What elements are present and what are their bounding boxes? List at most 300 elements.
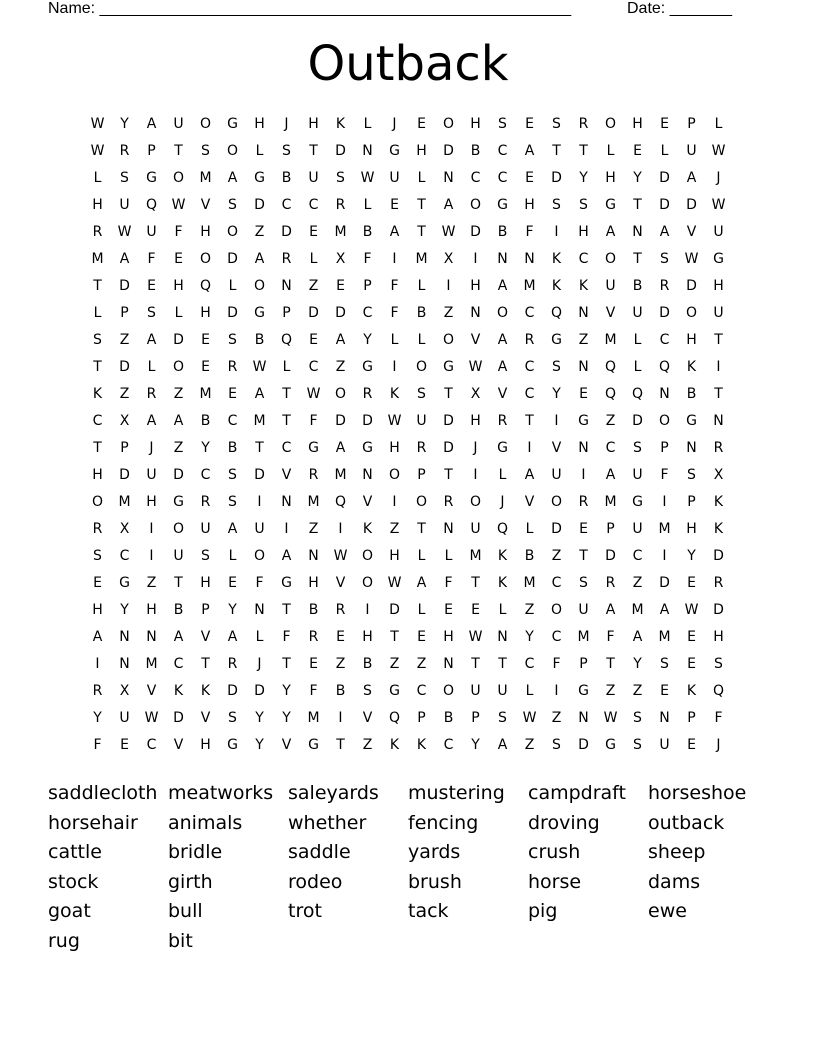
grid-letter[interactable]: O <box>604 251 617 267</box>
grid-letter[interactable]: K <box>389 386 400 402</box>
grid-letter[interactable]: I <box>473 467 478 483</box>
grid-letter[interactable]: W <box>333 548 348 564</box>
grid-letter[interactable]: Q <box>631 386 644 402</box>
grid-letter[interactable]: H <box>146 494 157 510</box>
grid-letter[interactable]: D <box>443 413 454 429</box>
grid-letter[interactable]: O <box>442 332 455 348</box>
grid-letter[interactable]: U <box>173 116 184 132</box>
grid-letter[interactable]: T <box>444 386 453 402</box>
grid-letter[interactable]: I <box>338 710 343 726</box>
grid-letter[interactable]: A <box>659 602 670 618</box>
grid-letter[interactable]: C <box>92 413 103 429</box>
grid-letter[interactable]: K <box>551 278 562 294</box>
grid-letter[interactable]: S <box>228 710 237 726</box>
grid-letter[interactable]: L <box>633 332 642 348</box>
grid-letter[interactable]: M <box>334 467 347 483</box>
grid-letter[interactable]: G <box>308 440 319 456</box>
grid-letter[interactable]: F <box>444 575 453 591</box>
grid-letter[interactable]: P <box>417 710 426 726</box>
grid-letter[interactable]: S <box>201 548 210 564</box>
grid-letter[interactable]: X <box>119 521 130 537</box>
grid-letter[interactable]: D <box>659 575 670 591</box>
grid-letter[interactable]: S <box>498 116 507 132</box>
grid-letter[interactable]: I <box>554 683 559 699</box>
grid-letter[interactable]: L <box>417 170 426 186</box>
grid-letter[interactable]: V <box>362 710 373 726</box>
grid-letter[interactable]: R <box>119 143 130 159</box>
grid-letter[interactable]: L <box>228 278 237 294</box>
grid-letter[interactable]: D <box>659 170 670 186</box>
grid-letter[interactable]: L <box>93 305 102 321</box>
grid-letter[interactable]: U <box>632 521 643 537</box>
grid-letter[interactable]: Z <box>524 737 535 753</box>
grid-letter[interactable]: C <box>578 251 589 267</box>
grid-letter[interactable]: J <box>716 170 721 186</box>
grid-letter[interactable]: G <box>227 737 238 753</box>
grid-letter[interactable]: A <box>497 737 508 753</box>
grid-letter[interactable]: F <box>606 629 615 645</box>
grid-letter[interactable]: A <box>632 629 643 645</box>
grid-letter[interactable]: N <box>119 656 130 672</box>
grid-letter[interactable]: M <box>415 251 428 267</box>
grid-letter[interactable]: L <box>363 197 372 213</box>
grid-letter[interactable]: X <box>119 683 130 699</box>
grid-letter[interactable]: K <box>497 575 508 591</box>
grid-letter[interactable]: V <box>362 494 373 510</box>
grid-letter[interactable]: U <box>416 413 427 429</box>
grid-letter[interactable]: Y <box>633 656 642 672</box>
grid-letter[interactable]: Z <box>416 656 427 672</box>
grid-letter[interactable]: Y <box>282 710 291 726</box>
grid-letter[interactable]: F <box>255 575 264 591</box>
grid-letter[interactable]: D <box>254 467 265 483</box>
grid-letter[interactable]: G <box>632 494 643 510</box>
grid-letter[interactable]: A <box>119 251 130 267</box>
grid-letter[interactable]: R <box>308 467 319 483</box>
grid-letter[interactable]: Z <box>308 278 319 294</box>
grid-letter[interactable]: S <box>336 170 345 186</box>
grid-letter[interactable]: L <box>255 143 264 159</box>
grid-letter[interactable]: Z <box>173 440 184 456</box>
grid-letter[interactable]: T <box>255 440 264 456</box>
grid-letter[interactable]: C <box>524 305 535 321</box>
grid-letter[interactable]: Z <box>173 386 184 402</box>
grid-letter[interactable]: T <box>417 224 426 240</box>
grid-letter[interactable]: W <box>603 710 618 726</box>
grid-letter[interactable]: X <box>713 467 724 483</box>
grid-letter[interactable]: K <box>686 683 697 699</box>
grid-letter[interactable]: F <box>309 683 318 699</box>
grid-letter[interactable]: R <box>92 683 103 699</box>
grid-letter[interactable]: E <box>201 332 210 348</box>
grid-letter[interactable]: R <box>281 251 292 267</box>
grid-letter[interactable]: P <box>417 467 426 483</box>
grid-letter[interactable]: Q <box>334 494 347 510</box>
grid-letter[interactable]: F <box>309 413 318 429</box>
grid-letter[interactable]: Y <box>120 116 129 132</box>
grid-letter[interactable]: T <box>471 656 480 672</box>
grid-letter[interactable]: C <box>470 170 481 186</box>
grid-letter[interactable]: E <box>525 170 534 186</box>
grid-letter[interactable]: G <box>362 359 373 375</box>
grid-letter[interactable]: W <box>306 386 321 402</box>
grid-letter[interactable]: E <box>687 656 696 672</box>
grid-letter[interactable]: O <box>415 494 428 510</box>
grid-letter[interactable]: L <box>606 143 615 159</box>
grid-letter[interactable]: K <box>173 683 184 699</box>
grid-letter[interactable]: C <box>605 440 616 456</box>
grid-letter[interactable]: T <box>174 575 183 591</box>
grid-letter[interactable]: E <box>687 737 696 753</box>
grid-letter[interactable]: E <box>444 602 453 618</box>
grid-letter[interactable]: S <box>363 683 372 699</box>
grid-letter[interactable]: S <box>282 143 291 159</box>
grid-letter[interactable]: H <box>470 116 481 132</box>
grid-letter[interactable]: D <box>173 710 184 726</box>
grid-letter[interactable]: H <box>686 332 697 348</box>
grid-letter[interactable]: P <box>201 602 210 618</box>
grid-letter[interactable]: E <box>309 332 318 348</box>
grid-letter[interactable]: N <box>713 413 724 429</box>
grid-letter[interactable]: S <box>120 170 129 186</box>
grid-letter[interactable]: T <box>93 359 102 375</box>
grid-letter[interactable]: G <box>254 305 265 321</box>
grid-letter[interactable]: L <box>255 629 264 645</box>
grid-letter[interactable]: Z <box>551 548 562 564</box>
grid-letter[interactable]: A <box>605 602 616 618</box>
grid-letter[interactable]: H <box>632 116 643 132</box>
grid-letter[interactable]: Z <box>605 413 616 429</box>
grid-letter[interactable]: X <box>335 251 346 267</box>
grid-letter[interactable]: S <box>228 494 237 510</box>
grid-letter[interactable]: G <box>308 737 319 753</box>
grid-letter[interactable]: J <box>716 737 721 753</box>
grid-letter[interactable]: O <box>172 359 185 375</box>
grid-letter[interactable]: O <box>91 494 104 510</box>
grid-letter[interactable]: J <box>257 656 262 672</box>
grid-letter[interactable]: A <box>524 467 535 483</box>
grid-letter[interactable]: D <box>659 197 670 213</box>
grid-letter[interactable]: Z <box>578 332 589 348</box>
grid-letter[interactable]: T <box>471 575 480 591</box>
grid-letter[interactable]: R <box>308 629 319 645</box>
grid-letter[interactable]: D <box>227 683 238 699</box>
grid-letter[interactable]: L <box>174 305 183 321</box>
grid-letter[interactable]: L <box>228 548 237 564</box>
grid-letter[interactable]: C <box>443 737 454 753</box>
grid-letter[interactable]: D <box>632 413 643 429</box>
grid-letter[interactable]: W <box>360 170 375 186</box>
grid-letter[interactable]: L <box>309 251 318 267</box>
grid-letter[interactable]: I <box>257 494 262 510</box>
grid-letter[interactable]: Y <box>552 386 561 402</box>
grid-letter[interactable]: Y <box>120 602 129 618</box>
grid-letter[interactable]: N <box>686 440 697 456</box>
grid-letter[interactable]: H <box>389 548 400 564</box>
grid-letter[interactable]: B <box>362 656 373 672</box>
grid-letter[interactable]: D <box>578 737 589 753</box>
grid-letter[interactable]: M <box>91 251 104 267</box>
grid-letter[interactable]: T <box>336 737 345 753</box>
grid-letter[interactable]: R <box>200 494 211 510</box>
grid-letter[interactable]: W <box>711 143 726 159</box>
grid-letter[interactable]: G <box>227 116 238 132</box>
grid-letter[interactable]: G <box>578 413 589 429</box>
grid-letter[interactable]: I <box>338 521 343 537</box>
grid-letter[interactable]: F <box>660 467 669 483</box>
grid-letter[interactable]: U <box>686 143 697 159</box>
grid-letter[interactable]: D <box>119 278 130 294</box>
grid-letter[interactable]: N <box>578 710 589 726</box>
grid-letter[interactable]: N <box>119 629 130 645</box>
grid-letter[interactable]: B <box>308 602 319 618</box>
grid-letter[interactable]: C <box>227 413 238 429</box>
grid-letter[interactable]: T <box>282 413 291 429</box>
grid-letter[interactable]: G <box>686 413 697 429</box>
grid-letter[interactable]: L <box>417 278 426 294</box>
grid-letter[interactable]: I <box>392 359 397 375</box>
grid-letter[interactable]: U <box>119 197 130 213</box>
grid-letter[interactable]: R <box>713 440 724 456</box>
grid-letter[interactable]: Z <box>524 602 535 618</box>
grid-letter[interactable]: D <box>227 251 238 267</box>
grid-letter[interactable]: A <box>281 548 292 564</box>
grid-letter[interactable]: U <box>551 467 562 483</box>
grid-letter[interactable]: H <box>92 602 103 618</box>
grid-letter[interactable]: A <box>497 278 508 294</box>
grid-letter[interactable]: Z <box>308 521 319 537</box>
grid-letter[interactable]: A <box>389 224 400 240</box>
grid-letter[interactable]: W <box>90 116 105 132</box>
grid-letter[interactable]: F <box>714 710 723 726</box>
grid-letter[interactable]: M <box>199 170 212 186</box>
grid-letter[interactable]: B <box>470 143 481 159</box>
grid-letter[interactable]: Z <box>632 575 643 591</box>
grid-letter[interactable]: A <box>146 332 157 348</box>
grid-letter[interactable]: E <box>93 575 102 591</box>
grid-letter[interactable]: F <box>93 737 102 753</box>
grid-letter[interactable]: D <box>713 548 724 564</box>
grid-letter[interactable]: O <box>550 602 563 618</box>
grid-letter[interactable]: Q <box>496 521 509 537</box>
grid-letter[interactable]: Q <box>604 386 617 402</box>
grid-letter[interactable]: C <box>281 440 292 456</box>
grid-letter[interactable]: O <box>469 494 482 510</box>
grid-letter[interactable]: D <box>713 602 724 618</box>
grid-letter[interactable]: E <box>390 197 399 213</box>
grid-letter[interactable]: B <box>416 305 427 321</box>
grid-letter[interactable]: O <box>253 278 266 294</box>
grid-letter[interactable]: E <box>309 224 318 240</box>
grid-letter[interactable]: H <box>308 116 319 132</box>
grid-letter[interactable]: D <box>335 305 346 321</box>
grid-letter[interactable]: U <box>578 602 589 618</box>
grid-letter[interactable]: D <box>551 521 562 537</box>
grid-letter[interactable]: R <box>362 386 373 402</box>
grid-letter[interactable]: A <box>605 467 616 483</box>
grid-letter[interactable]: O <box>496 305 509 321</box>
grid-letter[interactable]: O <box>388 467 401 483</box>
grid-letter[interactable]: G <box>443 359 454 375</box>
grid-letter[interactable]: N <box>443 521 454 537</box>
grid-letter[interactable]: W <box>441 224 456 240</box>
grid-letter[interactable]: C <box>659 332 670 348</box>
grid-letter[interactable]: C <box>551 575 562 591</box>
grid-letter[interactable]: G <box>551 332 562 348</box>
grid-letter[interactable]: H <box>200 575 211 591</box>
grid-letter[interactable]: H <box>200 305 211 321</box>
grid-letter[interactable]: G <box>497 197 508 213</box>
grid-letter[interactable]: E <box>579 521 588 537</box>
grid-letter[interactable]: U <box>497 683 508 699</box>
grid-letter[interactable]: Q <box>199 278 212 294</box>
grid-letter[interactable]: O <box>226 224 239 240</box>
grid-letter[interactable]: W <box>117 224 132 240</box>
grid-letter[interactable]: O <box>685 305 698 321</box>
grid-letter[interactable]: H <box>200 224 211 240</box>
grid-letter[interactable]: W <box>90 143 105 159</box>
grid-letter[interactable]: T <box>282 602 291 618</box>
grid-letter[interactable]: H <box>146 602 157 618</box>
grid-letter[interactable]: S <box>498 710 507 726</box>
grid-letter[interactable]: D <box>335 413 346 429</box>
grid-letter[interactable]: B <box>443 710 454 726</box>
grid-letter[interactable]: U <box>308 170 319 186</box>
grid-letter[interactable]: T <box>633 197 642 213</box>
grid-letter[interactable]: K <box>200 683 211 699</box>
grid-letter[interactable]: O <box>550 494 563 510</box>
grid-letter[interactable]: M <box>523 278 536 294</box>
grid-letter[interactable]: X <box>119 413 130 429</box>
grid-letter[interactable]: L <box>363 116 372 132</box>
grid-letter[interactable]: H <box>92 467 103 483</box>
grid-letter[interactable]: L <box>498 467 507 483</box>
grid-letter[interactable]: Y <box>93 710 102 726</box>
grid-letter[interactable]: M <box>658 521 671 537</box>
grid-letter[interactable]: D <box>443 440 454 456</box>
grid-letter[interactable]: S <box>93 332 102 348</box>
grid-letter[interactable]: Z <box>443 305 454 321</box>
grid-letter[interactable]: F <box>147 251 156 267</box>
grid-letter[interactable]: U <box>200 521 211 537</box>
grid-letter[interactable]: T <box>174 143 183 159</box>
grid-letter[interactable]: W <box>684 251 699 267</box>
grid-letter[interactable]: J <box>473 440 478 456</box>
grid-letter[interactable]: H <box>362 629 373 645</box>
grid-letter[interactable]: I <box>527 440 532 456</box>
grid-letter[interactable]: V <box>281 737 292 753</box>
grid-letter[interactable]: R <box>335 197 346 213</box>
grid-letter[interactable]: L <box>525 521 534 537</box>
grid-letter[interactable]: U <box>146 224 157 240</box>
grid-letter[interactable]: A <box>173 413 184 429</box>
grid-letter[interactable]: M <box>604 494 617 510</box>
grid-letter[interactable]: H <box>308 575 319 591</box>
grid-letter[interactable]: T <box>498 656 507 672</box>
grid-letter[interactable]: L <box>390 332 399 348</box>
grid-letter[interactable]: N <box>308 548 319 564</box>
grid-letter[interactable]: C <box>281 197 292 213</box>
grid-letter[interactable]: G <box>605 737 616 753</box>
grid-letter[interactable]: T <box>201 656 210 672</box>
grid-letter[interactable]: F <box>363 251 372 267</box>
grid-letter[interactable]: C <box>119 548 130 564</box>
grid-letter[interactable]: C <box>173 656 184 672</box>
grid-letter[interactable]: B <box>524 548 535 564</box>
grid-letter[interactable]: E <box>660 683 669 699</box>
grid-letter[interactable]: T <box>444 467 453 483</box>
grid-letter[interactable]: A <box>605 224 616 240</box>
grid-letter[interactable]: U <box>173 548 184 564</box>
grid-letter[interactable]: A <box>335 440 346 456</box>
grid-letter[interactable]: S <box>687 467 696 483</box>
grid-letter[interactable]: E <box>120 737 129 753</box>
grid-letter[interactable]: A <box>227 629 238 645</box>
grid-letter[interactable]: R <box>227 656 238 672</box>
grid-letter[interactable]: N <box>578 305 589 321</box>
grid-letter[interactable]: P <box>687 116 696 132</box>
grid-letter[interactable]: X <box>470 386 481 402</box>
grid-letter[interactable]: G <box>605 197 616 213</box>
grid-letter[interactable]: Q <box>712 683 725 699</box>
grid-letter[interactable]: R <box>227 359 238 375</box>
grid-letter[interactable]: O <box>253 548 266 564</box>
grid-letter[interactable]: M <box>523 575 536 591</box>
grid-letter[interactable]: M <box>631 602 644 618</box>
grid-letter[interactable]: W <box>144 710 159 726</box>
grid-letter[interactable]: H <box>470 413 481 429</box>
grid-letter[interactable]: C <box>524 359 535 375</box>
grid-letter[interactable]: F <box>390 278 399 294</box>
grid-letter[interactable]: K <box>362 521 373 537</box>
grid-letter[interactable]: E <box>687 629 696 645</box>
grid-letter[interactable]: O <box>172 170 185 186</box>
grid-letter[interactable]: I <box>365 602 370 618</box>
grid-letter[interactable]: S <box>579 197 588 213</box>
grid-letter[interactable]: K <box>92 386 103 402</box>
grid-letter[interactable]: L <box>444 548 453 564</box>
grid-letter[interactable]: B <box>173 602 184 618</box>
grid-letter[interactable]: I <box>392 494 397 510</box>
grid-letter[interactable]: B <box>686 386 697 402</box>
grid-letter[interactable]: U <box>713 224 724 240</box>
grid-letter[interactable]: D <box>119 467 130 483</box>
grid-letter[interactable]: P <box>660 440 669 456</box>
grid-letter[interactable]: O <box>199 116 212 132</box>
grid-letter[interactable]: A <box>497 332 508 348</box>
grid-letter[interactable]: S <box>552 197 561 213</box>
grid-letter[interactable]: D <box>281 224 292 240</box>
grid-letter[interactable]: L <box>93 170 102 186</box>
grid-letter[interactable]: G <box>497 440 508 456</box>
grid-letter[interactable]: D <box>470 224 481 240</box>
grid-letter[interactable]: M <box>307 710 320 726</box>
grid-letter[interactable]: M <box>253 413 266 429</box>
grid-letter[interactable]: R <box>92 224 103 240</box>
grid-letter[interactable]: T <box>552 143 561 159</box>
grid-letter[interactable]: I <box>473 251 478 267</box>
grid-letter[interactable]: Z <box>254 224 265 240</box>
grid-letter[interactable]: N <box>362 467 373 483</box>
grid-letter[interactable]: Q <box>550 305 563 321</box>
grid-letter[interactable]: A <box>497 359 508 375</box>
grid-letter[interactable]: S <box>228 197 237 213</box>
grid-letter[interactable]: Z <box>551 710 562 726</box>
grid-letter[interactable]: V <box>686 224 697 240</box>
grid-letter[interactable]: L <box>417 332 426 348</box>
grid-letter[interactable]: A <box>227 521 238 537</box>
grid-letter[interactable]: I <box>392 251 397 267</box>
